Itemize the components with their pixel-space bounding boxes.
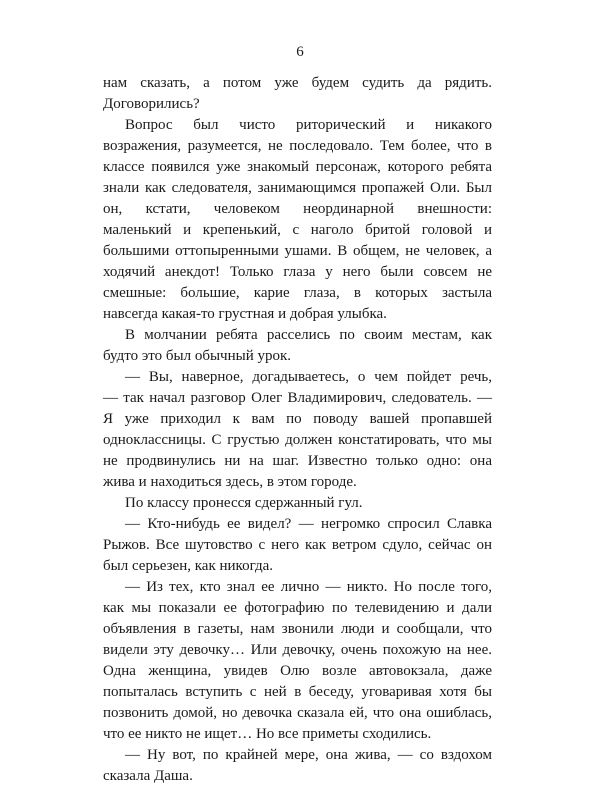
text-line: он, кстати, человеком неординарной внешности:	[103, 201, 492, 217]
text-line: будто это был обычный урок.	[103, 348, 292, 364]
text-line: маленький и крепенький, с наголо бритой головой и	[103, 222, 492, 238]
text-line: возражения, разумеется, не последовало. Тем более, что в	[103, 138, 492, 154]
text-line: — Вы, наверное, догадываетесь, о чем пойдет речь,	[125, 369, 492, 385]
text-line: Я уже приходил к вам по поводу вашей пропавшей	[103, 411, 492, 427]
text-line: был серьезен, как никогда.	[103, 558, 274, 574]
text-line: В молчании ребята расселись по своим местам, как	[125, 327, 492, 343]
text-line: видели эту девочку… Или девочку, очень похожую на нее.	[103, 642, 492, 658]
text-line: ходячий анекдот! Только глаза у него были совсем не	[103, 264, 492, 280]
text-line: — Кто-нибудь ее видел? — негромко спросил Славка	[125, 516, 492, 532]
page-number: 6	[296, 44, 304, 60]
text-line: По классу пронесся сдержанный гул.	[125, 495, 363, 511]
text-line: не продвинулись ни на шаг. Известно только одно: она	[103, 453, 492, 469]
text-line: — Ну вот, по крайней мере, она жива, — со вздохом	[125, 747, 492, 763]
text-line: Одна женщина, увидев Олю возле автовокзала, даже	[103, 663, 492, 679]
text-line: классе появился уже знакомый персонаж, которого ребята	[103, 159, 492, 175]
text-line: Вопрос был чисто риторический и никакого	[125, 117, 492, 133]
text-line: смешные: большие, карие глаза, в которых застыла	[103, 285, 492, 301]
text-line: позвонить домой, но девочка сказала ей, что она ошиблась,	[103, 705, 492, 721]
text-line: сказала Даша.	[103, 768, 193, 784]
text-line: Договорились?	[103, 96, 200, 112]
text-line: большими оттопыренными ушами. В общем, не человек, а	[103, 243, 492, 259]
text-line: что ее никто не ищет… Но все приметы сходились.	[103, 726, 432, 742]
text-line: — Из тех, кто знал ее лично — никто. Но после того,	[125, 579, 492, 595]
text-line: Рыжов. Все шутовство с него как ветром сдуло, сейчас он	[103, 537, 492, 553]
text-line: попыталась вступить с ней в беседу, уговаривая хотя бы	[103, 684, 492, 700]
text-line: навсегда какая-то грустная и добрая улыбка.	[103, 306, 387, 322]
text-line: как мы показали ее фотографию по телевидению и дали	[103, 600, 492, 616]
text-line: одноклассницы. С грустью должен констатировать, что мы	[103, 432, 492, 448]
text-line: — так начал разговор Олег Владимирович, следователь. —	[103, 390, 492, 406]
text-line: жива и находиться здесь, в этом городе.	[103, 474, 357, 490]
text-line: объявления в газеты, нам звонили люди и сообщали, что	[103, 621, 492, 637]
text-line: нам сказать, а потом уже будем судить да рядить.	[103, 75, 492, 91]
text-line: знали как следователя, занимающимся пропажей Оли. Был	[103, 180, 492, 196]
body-text	[103, 73, 492, 787]
